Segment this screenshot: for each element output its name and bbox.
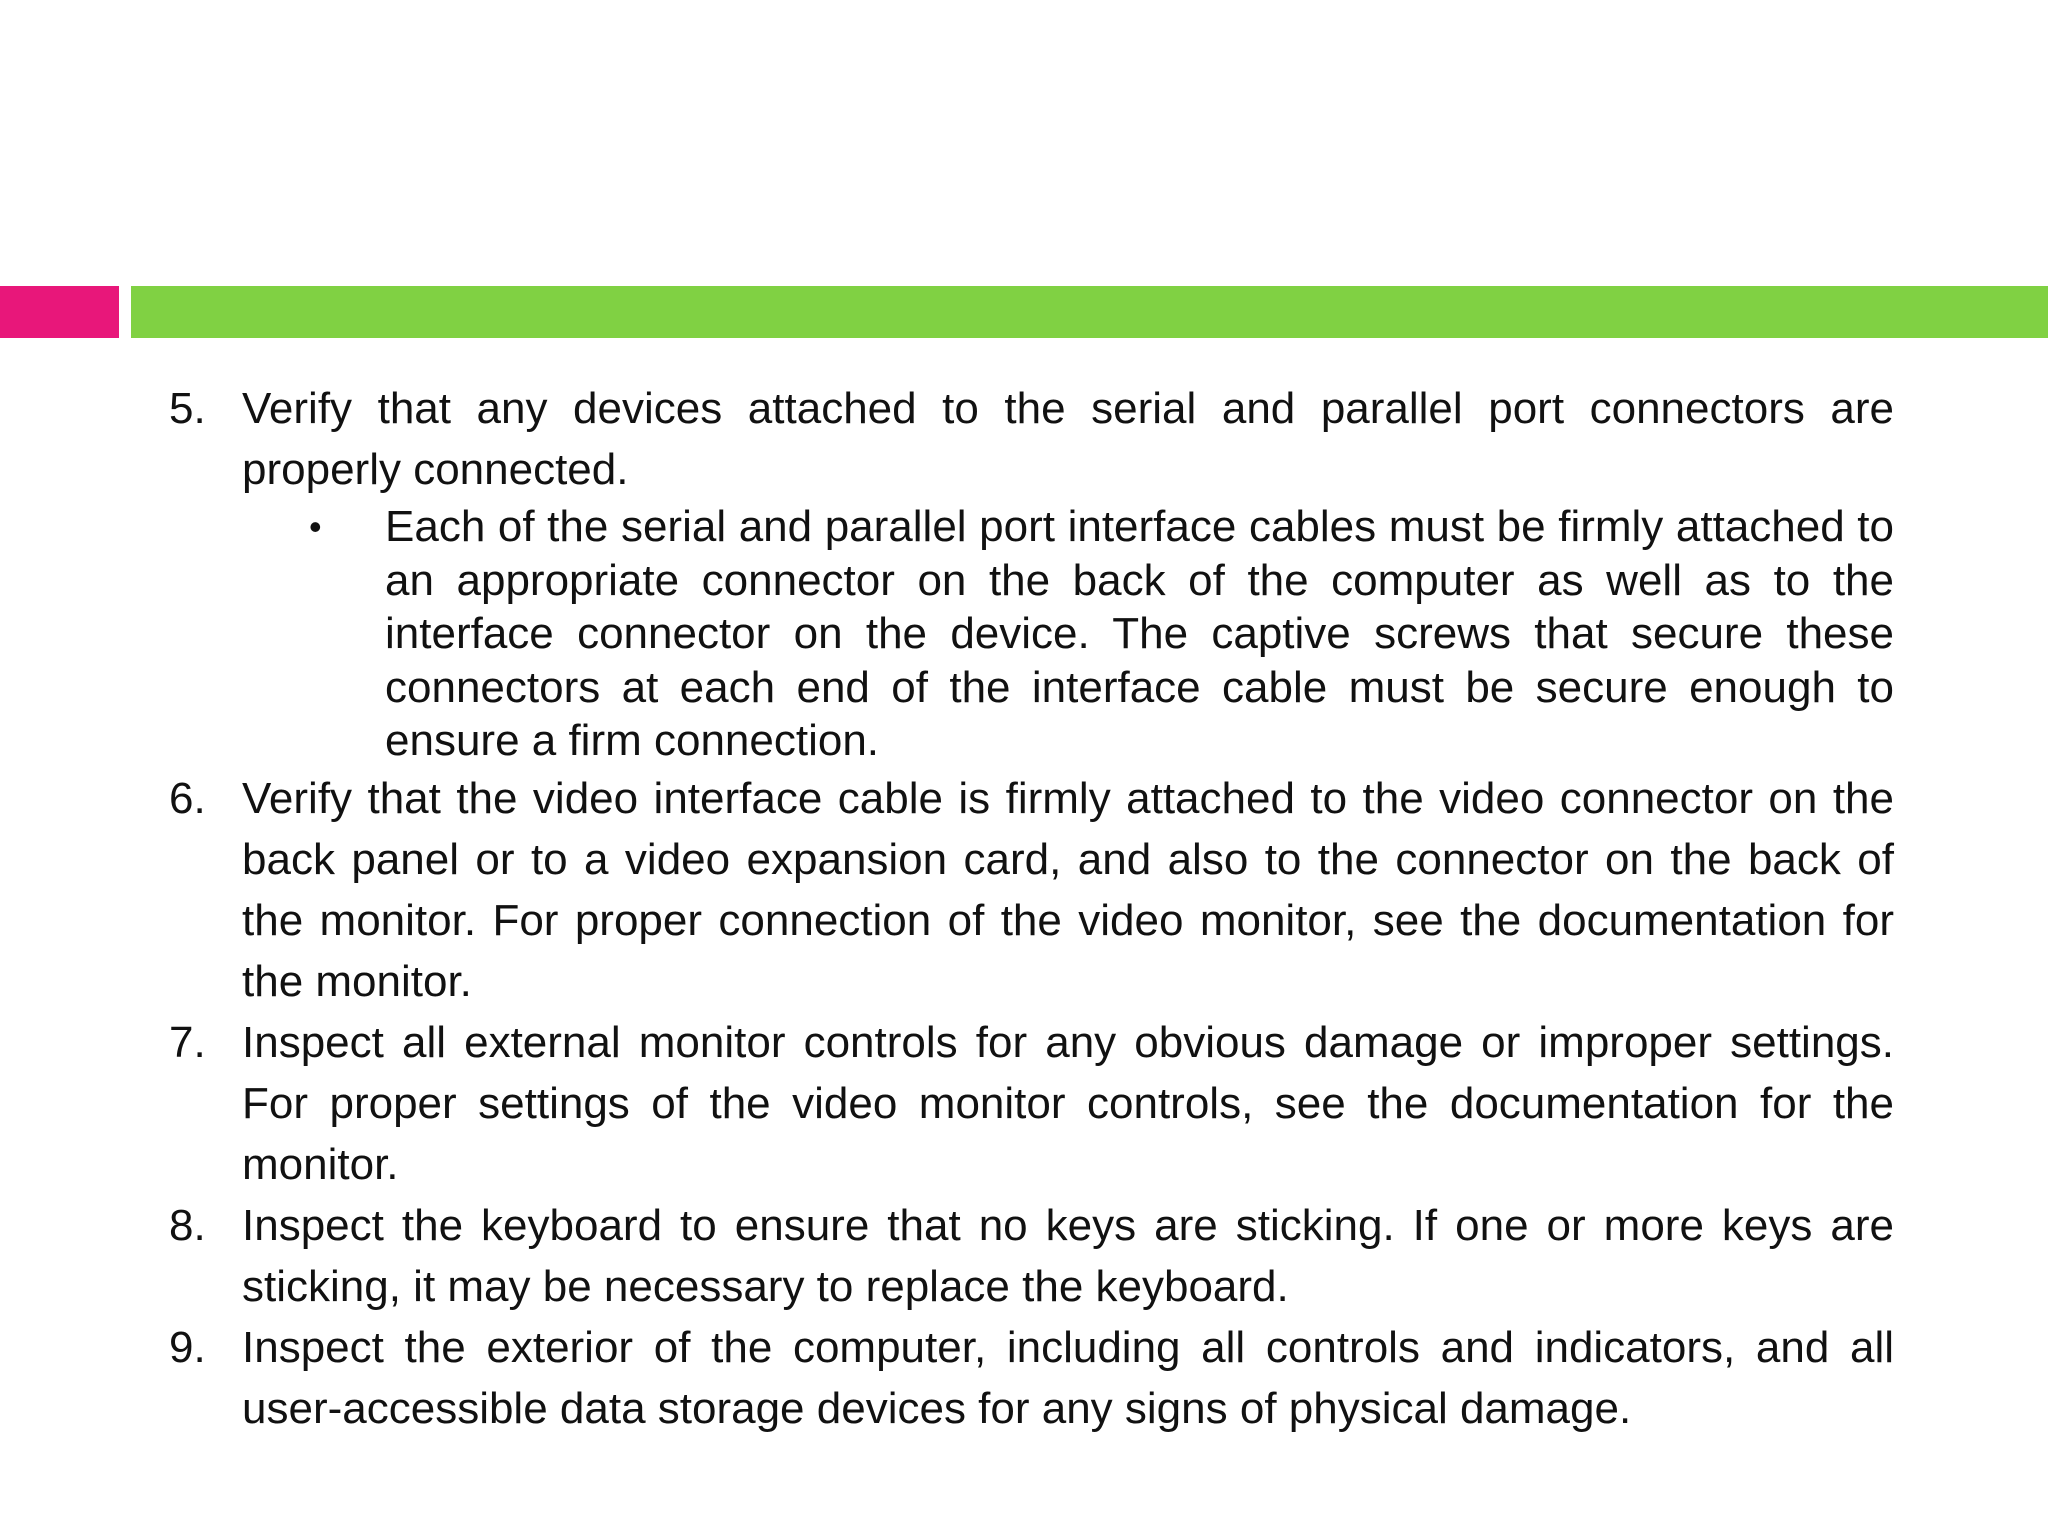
title-bar [131, 286, 2048, 338]
list-number: 6. [169, 773, 206, 823]
list-item-6 [169, 768, 1894, 1012]
list-number: 7. [169, 1017, 206, 1067]
list-number: 8. [169, 1200, 206, 1250]
sub-list-item-text: Each of the serial and parallel port interface cables must be firmly attached to an appropriate connector on the back of the computer as well as to the interface connector on the device. The captive screws that secure these connectors at each end of the interface cable must be secure enough to ensure a firm connection. [385, 502, 1894, 765]
list-item-7 [169, 1012, 1894, 1195]
list-item-text: Verify that any devices attached to the serial and parallel port connectors are properly connected. [242, 384, 1894, 494]
list-item-text: Verify that the video interface cable is firmly attached to the video connector on the back panel or to a video expansion card, and also to the connector on the back of the monitor. For proper connection of the video monitor, see the documentation for the monitor. [242, 773, 1894, 1006]
list-item-text: Inspect the exterior of the computer, including all controls and indicators, and all user-accessible data storage devices for any signs of physical damage. [242, 1322, 1894, 1433]
list-item-text: Inspect the keyboard to ensure that no keys are sticking. If one or more keys are sticking, it may be necessary to replace the keyboard. [242, 1200, 1894, 1311]
sub-list-item [309, 500, 1894, 768]
list-item-5 [169, 378, 1894, 500]
list-item-8 [169, 1195, 1894, 1317]
accent-bar [0, 286, 119, 338]
list-item-text: Inspect all external monitor controls for any obvious damage or improper settings. For proper settings of the video monitor controls, see the documentation for the monitor. [242, 1017, 1894, 1189]
bullet-icon: • [309, 506, 322, 547]
list-number: 9. [169, 1322, 206, 1372]
list-number: 5. [169, 384, 206, 433]
list-item-9 [169, 1317, 1894, 1439]
numbered-list [169, 378, 1894, 1439]
